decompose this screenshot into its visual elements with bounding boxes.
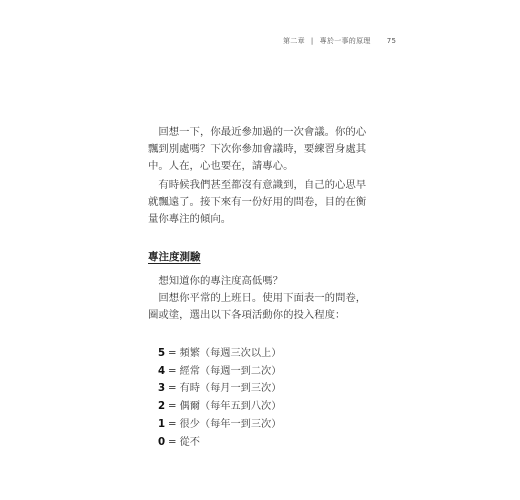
scale-number: 0 bbox=[158, 436, 166, 448]
header-separator: | bbox=[310, 37, 314, 45]
scale-label: 很少（每年一到三次） bbox=[179, 418, 282, 430]
scale-item bbox=[158, 380, 281, 398]
scale-label: 偶爾（每年五到八次） bbox=[179, 401, 282, 413]
chapter-title: 專於一事的原理 bbox=[319, 37, 371, 45]
scale-equals: = bbox=[168, 418, 177, 430]
scale-item bbox=[158, 416, 281, 434]
running-head bbox=[283, 36, 396, 46]
paragraph-meeting: 回想一下，你最近參加過的一次會議。你的心飄到別處嗎？下次你參加會議時，要練習身處其中。人在，心也要在，請專心。 bbox=[148, 126, 367, 172]
chapter-label: 第二章 bbox=[283, 37, 305, 45]
scale-number: 2 bbox=[158, 401, 166, 413]
scale-number: 4 bbox=[158, 365, 166, 377]
paragraph-mind-wander: 有時候我們甚至都沒有意識到，自己的心思早就飄遠了。接下來有一份好用的問卷，目的在衡量你專注的傾向。 bbox=[148, 179, 367, 225]
scale-number: 5 bbox=[158, 348, 166, 359]
frequency-scale-list bbox=[158, 345, 281, 451]
scale-equals: = bbox=[168, 365, 177, 377]
scale-equals: = bbox=[168, 383, 177, 395]
scale-item bbox=[158, 398, 281, 416]
paragraph-instructions: 回想你平常的上班日。使用下面表一的問卷，圈或塗，選出以下各項活動你的投入程度： bbox=[148, 292, 367, 321]
scale-equals: = bbox=[168, 436, 177, 448]
paragraph-question: 想知道你的專注度高低嗎？ bbox=[148, 275, 284, 287]
page-number: 75 bbox=[386, 37, 397, 45]
scale-label: 從不 bbox=[179, 436, 200, 448]
scale-item bbox=[158, 345, 281, 363]
scale-equals: = bbox=[168, 348, 177, 359]
scale-number: 3 bbox=[158, 383, 166, 395]
scale-label: 頻繁（每週三次以上） bbox=[179, 348, 282, 359]
scale-equals: = bbox=[168, 401, 177, 413]
section-heading: 專注度測驗 bbox=[148, 251, 201, 263]
scale-number: 1 bbox=[158, 418, 166, 430]
scale-item bbox=[158, 434, 281, 452]
scale-label: 有時（每月一到三次） bbox=[179, 383, 282, 395]
scale-item bbox=[158, 363, 281, 381]
scale-label: 經常（每週一到二次） bbox=[179, 365, 282, 377]
